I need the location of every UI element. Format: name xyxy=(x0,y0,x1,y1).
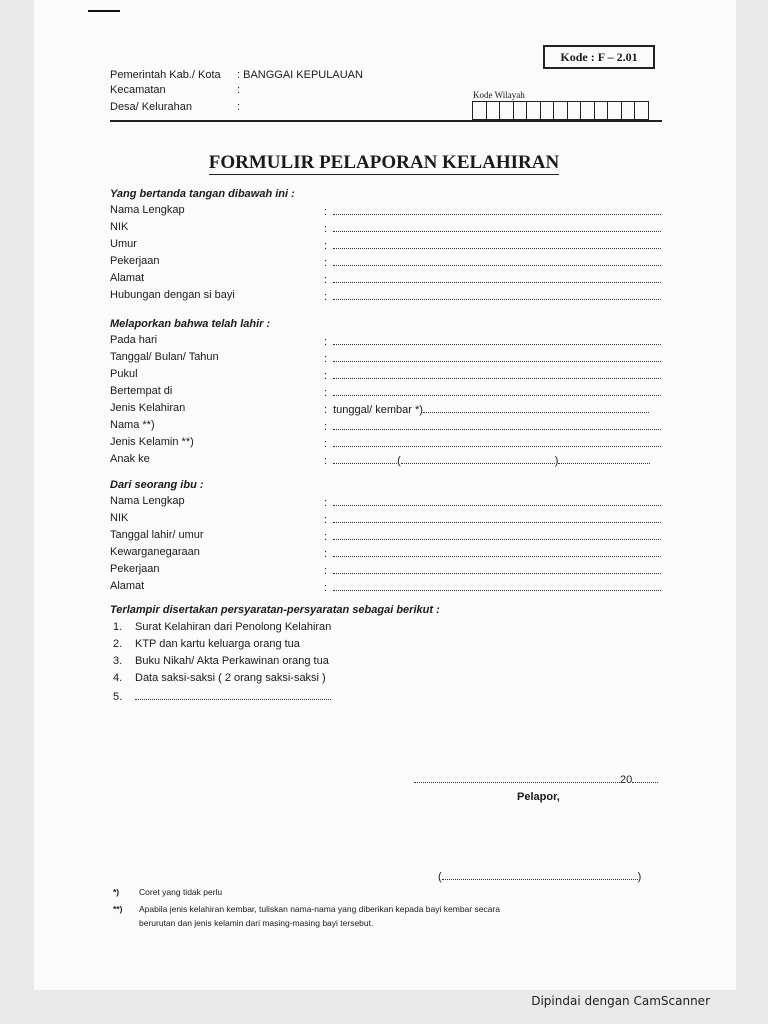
scanner-watermark: Dipindai dengan CamScanner xyxy=(531,994,710,1008)
field-colon: : xyxy=(324,514,328,526)
year-dots xyxy=(632,772,658,783)
pen-mark xyxy=(88,10,120,12)
kode-wilayah-box[interactable] xyxy=(472,101,487,120)
field-colon: : xyxy=(324,257,328,269)
ibu-field-label: Tanggal lahir/ umur xyxy=(110,529,204,541)
field-colon: : xyxy=(324,353,328,365)
lampiran-item xyxy=(113,621,331,633)
field-colon: : xyxy=(324,497,328,509)
signature-line xyxy=(438,869,641,883)
field-colon: : xyxy=(324,274,328,286)
ibu-field-row xyxy=(110,529,662,545)
lahir-field-input[interactable] xyxy=(324,436,662,450)
footnote-text: Apabila jenis kelahiran kembar, tuliskan nama-nama yang diberikan kepada bayi kembar secara xyxy=(139,904,500,914)
fill-dots xyxy=(333,419,661,430)
lahir-field-row xyxy=(110,419,662,435)
ibu-field-row xyxy=(110,580,662,596)
sig-open-paren: ( xyxy=(438,871,442,883)
ibu-field-label: NIK xyxy=(110,512,129,524)
field-colon: : xyxy=(324,370,328,382)
lahir-field-row xyxy=(110,385,662,401)
lahir-field-input[interactable] xyxy=(324,453,662,467)
kode-wilayah-box[interactable] xyxy=(580,101,595,120)
date-dots xyxy=(414,772,620,783)
lahir-field-row xyxy=(110,351,662,367)
lampiran-item-number: 1. xyxy=(113,621,123,633)
footnote-mark: **) xyxy=(113,904,123,914)
lahir-field-input[interactable] xyxy=(324,419,662,433)
anak-ke-dots xyxy=(333,453,397,464)
ibu-field-input[interactable] xyxy=(324,529,662,543)
field-colon: : xyxy=(324,582,328,594)
lampiran-item-text: KTP dan kartu keluarga orang tua xyxy=(135,638,300,650)
ibu-field-row xyxy=(110,512,662,528)
field-colon: : xyxy=(324,438,328,450)
fill-dots xyxy=(333,334,661,345)
lampiran-item xyxy=(113,672,326,684)
footnote-text: berurutan dan jenis kelamin dari masing-masing bayi tersebut. xyxy=(139,918,374,928)
desa-colon: : xyxy=(237,101,241,113)
pelapor-field-input[interactable] xyxy=(324,272,662,286)
ibu-field-label: Pekerjaan xyxy=(110,563,160,575)
field-colon: : xyxy=(324,565,328,577)
pelapor-field-label: Nama Lengkap xyxy=(110,204,185,216)
pelapor-field-input[interactable] xyxy=(324,255,662,269)
lahir-field-label: Pukul xyxy=(110,368,138,380)
field-colon: : xyxy=(324,387,328,399)
fill-dots xyxy=(333,385,661,396)
lampiran-item-number: 5. xyxy=(113,691,123,703)
kode-wilayah-box[interactable] xyxy=(540,101,555,120)
footnote xyxy=(113,904,500,914)
form-code-box: Kode : F – 2.01 xyxy=(543,45,655,69)
footnote-mark: *) xyxy=(113,887,120,897)
lampiran-item-text: Surat Kelahiran dari Penolong Kelahiran xyxy=(135,621,332,633)
field-colon: : xyxy=(324,421,328,433)
lampiran-item-number: 2. xyxy=(113,638,123,650)
signature-dots xyxy=(442,869,638,880)
pelapor-field-input[interactable] xyxy=(324,289,662,303)
lahir-field-label: Bertempat di xyxy=(110,385,173,397)
pelapor-label: Pelapor, xyxy=(517,791,560,803)
field-colon: : xyxy=(324,548,328,560)
lahir-heading: Melaporkan bahwa telah lahir : xyxy=(110,318,271,330)
ibu-field-row xyxy=(110,546,662,562)
lahir-field-input[interactable] xyxy=(324,351,662,365)
lahir-field-row xyxy=(110,402,662,418)
lampiran-item xyxy=(113,689,331,703)
date-line xyxy=(414,772,658,786)
kecamatan-row xyxy=(110,84,241,96)
fill-dots xyxy=(333,368,661,379)
ibu-field-input[interactable] xyxy=(324,512,662,526)
lahir-field-row xyxy=(110,334,662,350)
footnote-text: Coret yang tidak perlu xyxy=(139,887,223,897)
pemerintah-label: Pemerintah Kab./ Kota xyxy=(110,69,221,81)
lahir-field-label: Pada hari xyxy=(110,334,158,346)
pelapor-field-row xyxy=(110,289,662,305)
field-colon: : xyxy=(324,531,328,543)
pelapor-field-label: Hubungan dengan si bayi xyxy=(110,289,235,301)
field-colon: : xyxy=(324,206,328,218)
fill-dots xyxy=(333,580,661,591)
kode-wilayah-box[interactable] xyxy=(513,101,528,120)
fill-dots xyxy=(333,546,661,557)
anak-ke-close-paren: ) xyxy=(554,455,559,467)
lahir-field-input[interactable] xyxy=(324,368,662,382)
fill-dots xyxy=(333,255,661,266)
footnote xyxy=(113,887,222,897)
ibu-field-label: Nama Lengkap xyxy=(110,495,185,507)
desa-label: Desa/ Kelurahan xyxy=(110,101,192,113)
lampiran-heading: Terlampir disertakan persyaratan-persyaratan sebagai berikut : xyxy=(110,604,440,616)
kode-wilayah-box[interactable] xyxy=(526,101,541,120)
lampiran-item xyxy=(113,655,329,667)
lahir-field-row xyxy=(110,368,662,384)
anak-ke-total-dots xyxy=(401,453,555,464)
pelapor-field-row xyxy=(110,272,662,288)
lahir-field-input[interactable] xyxy=(324,334,662,348)
lampiran-item xyxy=(113,638,300,650)
lahir-field-label: Anak ke xyxy=(110,453,150,465)
kode-wilayah-boxes xyxy=(473,101,649,120)
anak-ke-tail-dots xyxy=(558,453,650,464)
fill-dots xyxy=(333,529,661,540)
fill-dots xyxy=(333,495,661,506)
lahir-field-input[interactable] xyxy=(324,385,662,399)
ibu-field-row xyxy=(110,563,662,579)
kode-wilayah-box[interactable] xyxy=(567,101,582,120)
pelapor-field-input[interactable] xyxy=(324,204,662,218)
lahir-field-row xyxy=(110,453,662,469)
field-colon: : xyxy=(324,455,328,467)
kode-wilayah-box[interactable] xyxy=(499,101,514,120)
pelapor-heading: Yang bertanda tangan dibawah ini : xyxy=(110,188,295,200)
pelapor-field-row xyxy=(110,238,662,254)
kecamatan-label: Kecamatan xyxy=(110,84,166,96)
kode-wilayah-box[interactable] xyxy=(594,101,609,120)
fill-dots xyxy=(333,563,661,574)
ibu-field-row xyxy=(110,495,662,511)
pelapor-field-input[interactable] xyxy=(324,221,662,235)
pelapor-field-label: NIK xyxy=(110,221,129,233)
ibu-field-input[interactable] xyxy=(324,580,662,594)
header-divider xyxy=(110,120,662,122)
form-title-text: FORMULIR PELAPORAN KELAHIRAN xyxy=(208,152,560,173)
field-colon: : xyxy=(324,336,328,348)
fill-dots xyxy=(333,204,661,215)
form-title xyxy=(0,152,768,174)
field-colon: : xyxy=(324,404,328,416)
lahir-field-label: Tanggal/ Bulan/ Tahun xyxy=(110,351,219,363)
pemerintah-value: : BANGGAI KEPULAUAN xyxy=(237,69,363,81)
footnote xyxy=(113,918,373,928)
kode-wilayah-box[interactable] xyxy=(607,101,622,120)
sig-close-paren: ) xyxy=(637,871,642,883)
lampiran-item-number: 3. xyxy=(113,655,123,667)
kode-wilayah-box[interactable] xyxy=(553,101,568,120)
field-colon: : xyxy=(324,291,328,303)
ibu-field-input[interactable] xyxy=(324,563,662,577)
lahir-field-option-text: tunggal/ kembar *) xyxy=(333,404,423,416)
kode-wilayah-box[interactable] xyxy=(621,101,636,120)
pelapor-field-input[interactable] xyxy=(324,238,662,252)
fill-dots xyxy=(423,402,649,413)
fill-dots xyxy=(333,512,661,523)
ibu-field-input[interactable] xyxy=(324,495,662,509)
pemerintah-row xyxy=(110,69,363,81)
pelapor-field-label: Umur xyxy=(110,238,137,250)
fill-dots xyxy=(333,221,661,232)
kecamatan-colon: : xyxy=(237,84,241,96)
lampiran-blank-input[interactable] xyxy=(135,689,331,700)
lahir-field-row xyxy=(110,436,662,452)
lahir-field-label: Nama **) xyxy=(110,419,155,431)
kode-wilayah-label: Kode Wilayah xyxy=(473,90,525,100)
lampiran-item-number: 4. xyxy=(113,672,123,684)
ibu-field-label: Alamat xyxy=(110,580,145,592)
pelapor-field-label: Pekerjaan xyxy=(110,255,160,267)
pelapor-field-row xyxy=(110,204,662,220)
fill-dots xyxy=(333,436,661,447)
lahir-field-label: Jenis Kelamin **) xyxy=(110,436,194,448)
fill-dots xyxy=(333,289,661,300)
lahir-field-input[interactable] xyxy=(324,402,662,416)
pelapor-field-row xyxy=(110,255,662,271)
kode-wilayah-box[interactable] xyxy=(634,101,649,120)
ibu-field-label: Kewarganegaraan xyxy=(110,546,200,558)
pelapor-field-row xyxy=(110,221,662,237)
kode-wilayah-box[interactable] xyxy=(486,101,501,120)
pelapor-field-label: Alamat xyxy=(110,272,145,284)
ibu-field-input[interactable] xyxy=(324,546,662,560)
fill-dots xyxy=(333,238,661,249)
desa-row xyxy=(110,101,241,113)
anak-ke-open-paren: ( xyxy=(397,455,401,467)
year-prefix: 20 xyxy=(620,774,633,786)
lahir-field-label: Jenis Kelahiran xyxy=(110,402,186,414)
field-colon: : xyxy=(324,223,328,235)
field-colon: : xyxy=(324,240,328,252)
fill-dots xyxy=(333,272,661,283)
fill-dots xyxy=(333,351,661,362)
lampiran-item-text: Buku Nikah/ Akta Perkawinan orang tua xyxy=(135,655,329,667)
ibu-heading: Dari seorang ibu : xyxy=(110,479,204,491)
lampiran-item-text: Data saksi-saksi ( 2 orang saksi-saksi ) xyxy=(135,672,326,684)
